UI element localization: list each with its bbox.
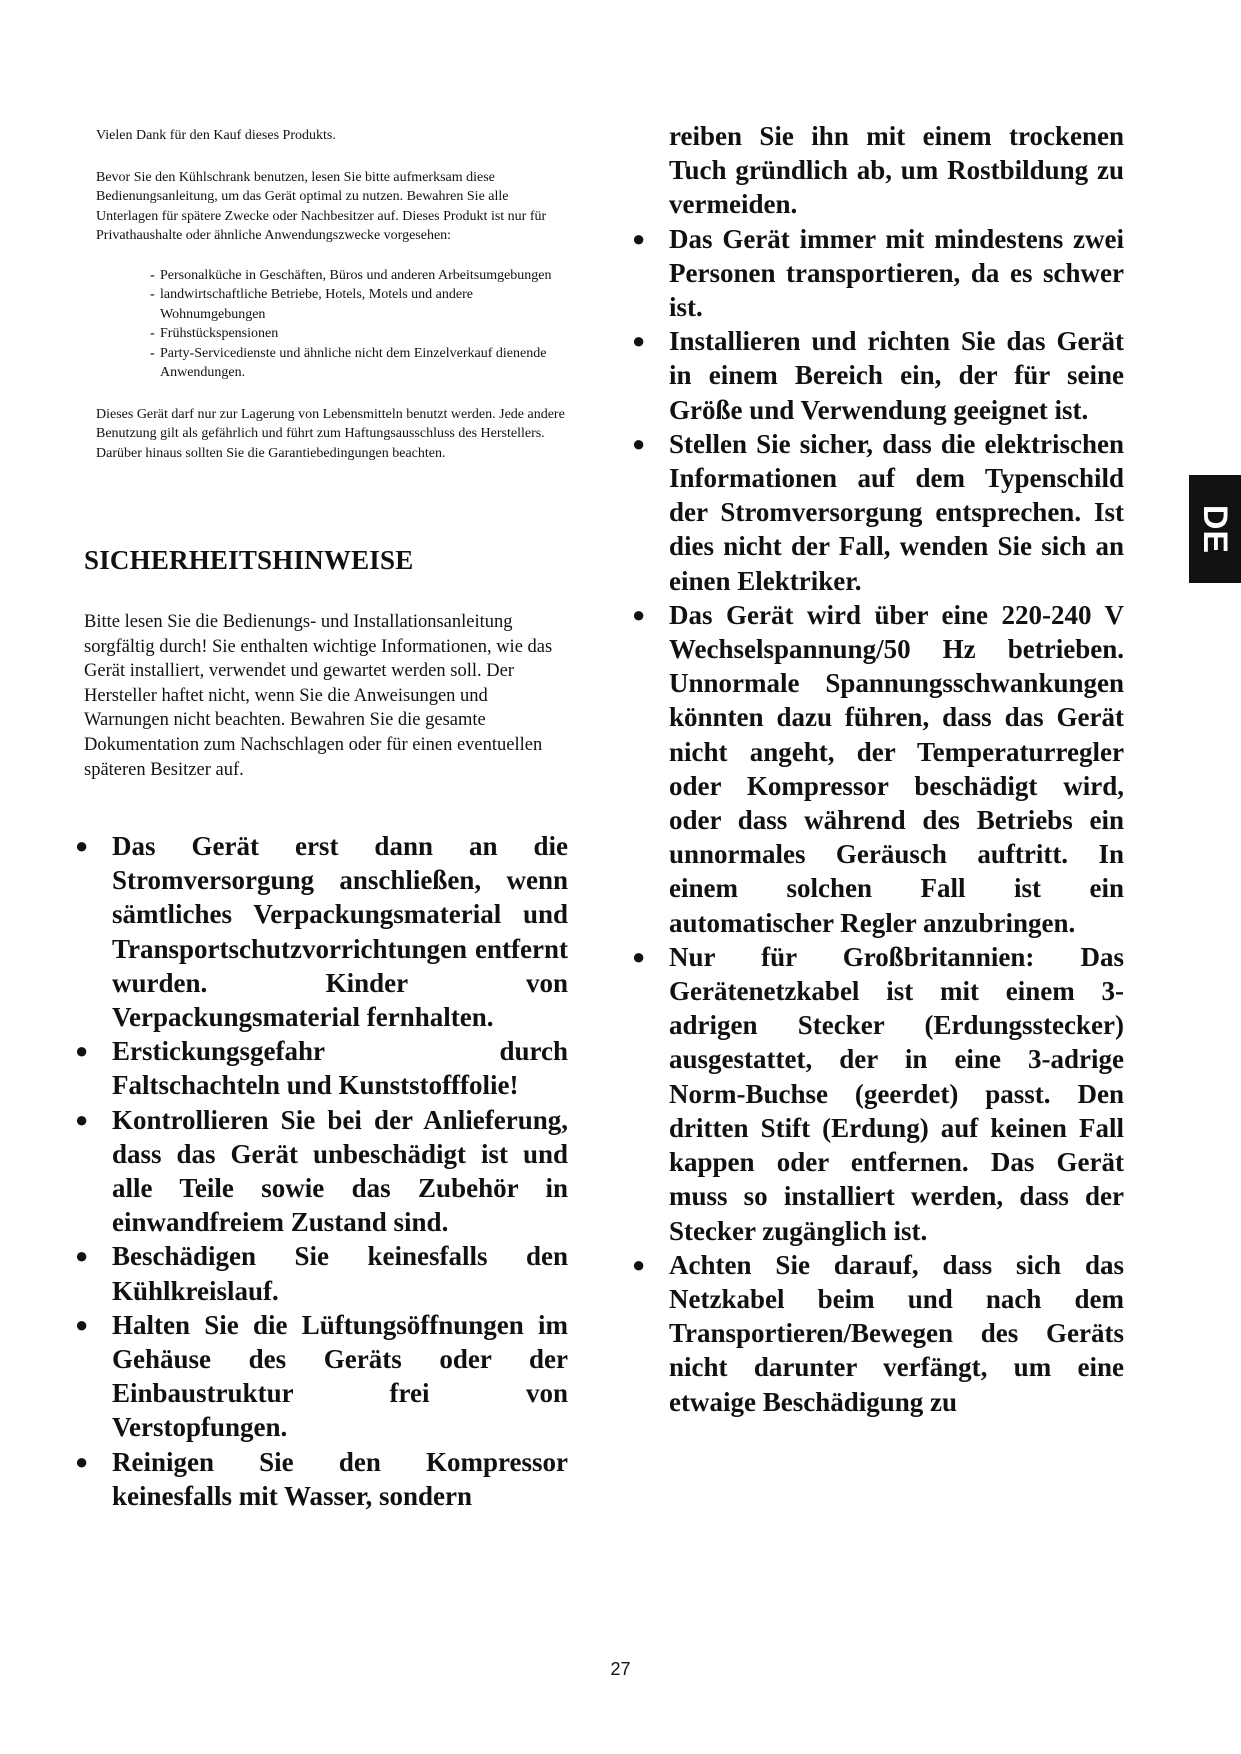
list-item: ● Das Gerät wird über eine 220-240 V Wechselspannung/50 Hz betrieben. Unnormale Spannungsschwankungen könnten dazu führen, dass das Gerät nicht angeht, der Temperaturregler oder Kompressor beschädigt wird, oder dass während des Betriebs ein unnormales Geräusch auftritt. In einem solchen Fall ist ein automatischer Regler anzubringen. (632, 599, 1124, 938)
use-item: - Party-Servicedienste und ähnliche nicht dem Einzelverkauf dienende Anwendungen. (150, 344, 566, 383)
language-tab (1189, 475, 1241, 583)
list-item: ● Nur für Großbritannien: Das Gerätenetzkabel ist mit einem 3-adrigen Stecker (Erdungsstecker) ausgestattet, der in eine 3-adrige Norm-Buchse (geerdet) passt. Den dritten Stift (Erdung) auf keinen Fall kappen oder entfernen. Das Gerät muss so installiert werden, dass der Stecker zugänglich ist. (632, 941, 1124, 1246)
right-safety-list (632, 222, 1124, 1419)
list-item: ● Beschädigen Sie keinesfalls den Kühlkreislauf. (75, 1241, 568, 1306)
list-item: ● Erstickungsgefahr durch Faltschachteln und Kunststofffolie! (75, 1036, 568, 1101)
use-item: - landwirtschaftliche Betriebe, Hotels, Motels und andere Wohnumgebungen (150, 285, 566, 324)
use-item: - Personalküche in Geschäften, Büros und anderen Arbeitsumgebungen (150, 266, 566, 286)
list-item: ● Das Gerät erst dann an die Stromversorgung anschließen, wenn sämtliches Verpackungsmaterial und Transportschutzvorrichtungen entfernt wurden. Kinder von Verpackungsmaterial fernhalten. (75, 831, 568, 1033)
list-item: ● Installieren und richten Sie das Gerät in einem Bereich ein, der für seine Größe und Verwendung geeignet ist. (632, 326, 1124, 425)
list-item: ● Kontrollieren Sie bei der Anlieferung, dass das Gerät unbeschädigt ist und alle Teile sowie das Zubehör in einwandfreiem Zustand sind. (75, 1104, 568, 1238)
list-item: ● Halten Sie die Lüftungsöffnungen im Gehäuse des Geräts oder der Einbaustruktur frei von Verstopfungen. (75, 1309, 568, 1443)
left-safety-list (75, 829, 568, 1513)
list-item: ● Stellen Sie sicher, dass die elektrischen Informationen auf dem Typenschild der Stromversorgung entsprechen. Ist dies nicht der Fall, wenden Sie sich an einen Elektriker. (632, 428, 1124, 596)
list-item: ● Reinigen Sie den Kompressor keinesfalls mit Wasser, sondern (75, 1446, 568, 1511)
list-item: ● Das Gerät immer mit mindestens zwei Personen transportieren, da es schwer ist. (632, 223, 1124, 323)
storage-text: Dieses Gerät darf nur zur Lagerung von Lebensmitteln benutzt werden. Jede andere Benutzung gilt als gefährlich und führt zum Haftungsausschluss des Herstellers. Darüber hinaus sollten Sie die Garantiebedingungen beachten. (96, 406, 565, 461)
intended-use-list (150, 266, 566, 383)
intro-block (96, 126, 566, 463)
before-use-text: Bevor Sie den Kühlschrank benutzen, lesen Sie bitte aufmerksam diese Bedienungsanleitung, um das Gerät optimal zu nutzen. Bewahren Sie alle Unterlagen für spätere Zwecke oder Nachbesitzer auf. Dieses Produkt ist nur für Privathaushalte oder ähnliche Anwendungszwecke vorgesehen: (96, 169, 547, 243)
continued-text: reiben Sie ihn mit einem trockenen Tuch gründlich ab, um Rostbildung zu vermeiden. (669, 121, 1124, 220)
thanks-text: Vielen Dank für den Kauf dieses Produkts. (96, 128, 336, 143)
use-item: - Frühstückspensionen (150, 324, 566, 344)
page-number: 27 (610, 1659, 631, 1679)
list-item: ● Achten Sie darauf, dass sich das Netzkabel beim und nach dem Transportieren/Bewegen des Geräts nicht darunter verfängt, um eine etwaige Beschädigung zu (632, 1249, 1124, 1417)
language-code: DE (1196, 504, 1235, 554)
right-column (632, 119, 1124, 1419)
section-heading: SICHERHEITSHINWEISE (84, 545, 414, 575)
safety-intro-paragraph: Bitte lesen Sie die Bedienungs- und Installationsanleitung sorgfältig durch! Sie enthalten wichtige Informationen, wie das Gerät installiert, verwendet und gewartet werden soll. Der Hersteller haftet nicht, wenn Sie die Anweisungen und Warnungen nicht beachten. Bewahren Sie die gesamte Dokumentation zum Nachschlagen oder für einen eventuellen späteren Besitzer auf. (84, 612, 553, 780)
